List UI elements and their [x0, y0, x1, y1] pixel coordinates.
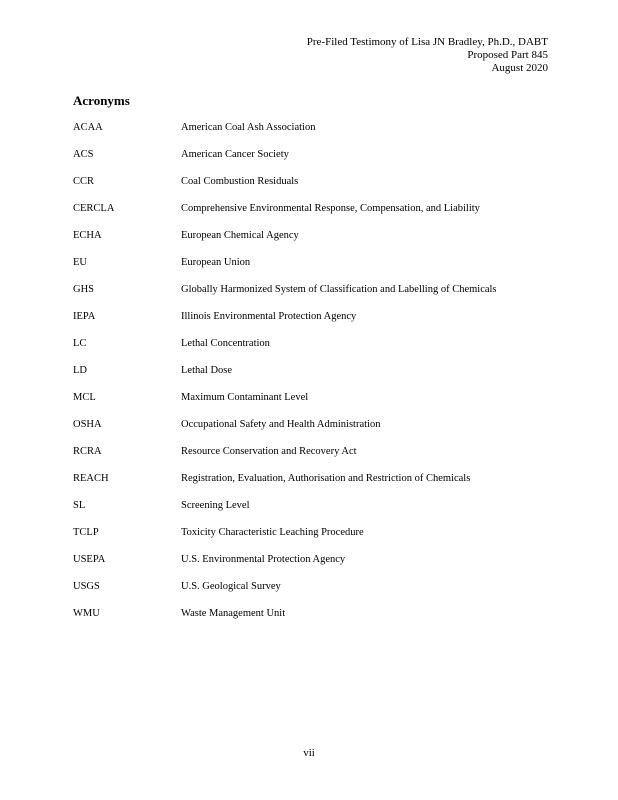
- acronym-definition: Registration, Evaluation, Authorisation and Restriction of Chemicals: [181, 473, 471, 484]
- header-date-line: August 2020: [491, 62, 548, 74]
- acronym-abbreviation: TCLP: [73, 527, 99, 538]
- acronym-row: [73, 553, 543, 580]
- acronym-definition: Globally Harmonized System of Classification and Labelling of Chemicals: [181, 284, 497, 295]
- acronym-definition: American Coal Ash Association: [181, 122, 316, 133]
- acronym-row: [73, 607, 543, 634]
- acronym-abbreviation: CERCLA: [73, 203, 115, 214]
- acronym-row: [73, 445, 543, 472]
- acronym-abbreviation: REACH: [73, 473, 109, 484]
- acronym-abbreviation: MCL: [73, 392, 96, 403]
- acronym-row: [73, 283, 543, 310]
- section-title: Acronyms: [73, 93, 130, 108]
- acronym-row: [73, 121, 543, 148]
- acronym-row: [73, 526, 543, 553]
- acronym-row: [73, 337, 543, 364]
- acronym-definition: U.S. Environmental Protection Agency: [181, 554, 346, 565]
- acronym-row: [73, 391, 543, 418]
- acronym-definition: Occupational Safety and Health Administration: [181, 419, 381, 430]
- acronym-abbreviation: ECHA: [73, 230, 102, 241]
- acronym-row: [73, 148, 543, 175]
- acronym-row: [73, 202, 543, 229]
- acronym-row: [73, 175, 543, 202]
- acronym-definition: Screening Level: [181, 500, 250, 511]
- header-proposal-line: Proposed Part 845: [467, 49, 548, 61]
- acronym-list: [73, 121, 543, 634]
- acronym-definition: Coal Combustion Residuals: [181, 176, 299, 187]
- acronym-row: [73, 418, 543, 445]
- page-number: vii: [303, 747, 315, 759]
- acronym-abbreviation: OSHA: [73, 419, 102, 430]
- acronym-abbreviation: USEPA: [73, 554, 106, 565]
- acronym-definition: Lethal Dose: [181, 365, 233, 376]
- acronym-abbreviation: WMU: [73, 608, 100, 619]
- page-header: [307, 36, 548, 75]
- acronym-abbreviation: EU: [73, 257, 87, 268]
- acronym-row: [73, 364, 543, 391]
- acronym-row: [73, 472, 543, 499]
- acronym-definition: U.S. Geological Survey: [181, 581, 281, 592]
- acronym-definition: Lethal Concentration: [181, 338, 270, 349]
- acronym-abbreviation: GHS: [73, 284, 95, 295]
- acronym-definition: Illinois Environmental Protection Agency: [181, 311, 357, 322]
- acronym-abbreviation: LD: [73, 365, 87, 376]
- acronym-row: [73, 499, 543, 526]
- acronym-definition: Maximum Contaminant Level: [181, 392, 309, 403]
- acronym-definition: Resource Conservation and Recovery Act: [181, 446, 357, 457]
- acronym-abbreviation: SL: [73, 500, 86, 511]
- acronym-definition: European Union: [181, 257, 251, 268]
- acronym-row: [73, 580, 543, 607]
- header-testimony-line: Pre-Filed Testimony of Lisa JN Bradley, Ph.D., DABT: [306, 36, 548, 48]
- acronym-abbreviation: ACAA: [73, 122, 103, 133]
- acronym-abbreviation: LC: [73, 338, 87, 349]
- acronym-definition: American Cancer Society: [181, 149, 289, 160]
- acronym-abbreviation: ACS: [73, 149, 94, 160]
- acronym-row: [73, 256, 543, 283]
- acronym-row: [73, 310, 543, 337]
- acronym-definition: Waste Management Unit: [181, 608, 286, 619]
- acronym-abbreviation: IEPA: [73, 311, 96, 322]
- acronym-row: [73, 229, 543, 256]
- acronym-abbreviation: CCR: [73, 176, 95, 187]
- acronym-definition: Comprehensive Environmental Response, Compensation, and Liability: [181, 203, 480, 214]
- acronym-definition: European Chemical Agency: [181, 230, 299, 241]
- acronym-abbreviation: USGS: [73, 581, 100, 592]
- acronym-definition: Toxicity Characteristic Leaching Procedure: [181, 527, 364, 538]
- acronym-abbreviation: RCRA: [73, 446, 102, 457]
